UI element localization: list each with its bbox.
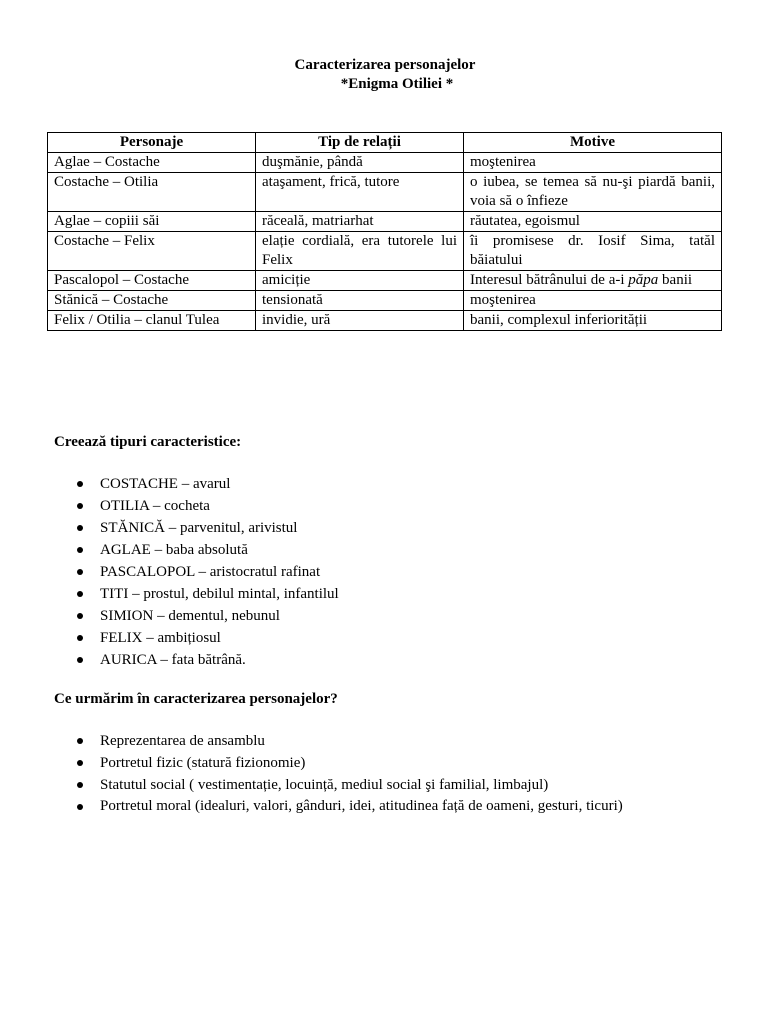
list-item-text: STĂNICĂ – parvenitul, arivistul — [100, 520, 298, 536]
motive-italic-word: păpa — [628, 272, 659, 288]
list-item-text: OTILIA – cocheta — [100, 498, 210, 514]
table-row — [48, 271, 722, 291]
list-item-text: Portretul fizic (statură fizionomie) — [100, 755, 306, 771]
cell-motive: moştenirea — [464, 291, 722, 311]
document-title: Caracterizarea personajelor — [294, 57, 476, 73]
cell-tip: ataşament, frică, tutore — [256, 173, 464, 212]
list-item-text: COSTACHE – avarul — [100, 476, 231, 492]
list-item — [54, 752, 718, 774]
list-item-text: SIMION – dementul, nebunul — [100, 608, 280, 624]
document-subtitle: *Enigma Otiliei * — [340, 76, 454, 92]
list-item — [54, 539, 718, 561]
cell-personaje: Costache – Felix — [48, 232, 256, 271]
header-personaje: Personaje — [48, 133, 256, 153]
cell-tip: duşmănie, pândă — [256, 153, 464, 173]
list-item-text: TITI – prostul, debilul mintal, infantilul — [100, 586, 339, 602]
bullet-icon — [77, 738, 83, 744]
bullet-icon — [77, 525, 83, 531]
cell-tip: răceală, matriarhat — [256, 212, 464, 232]
list-item-text: AGLAE – baba absolută — [100, 542, 248, 558]
cell-tip: amiciție — [256, 271, 464, 291]
list-item-text: FELIX – ambițiosul — [100, 630, 221, 646]
list-item — [54, 730, 718, 752]
cell-motive: o iubea, se temea să nu-şi piardă banii, voia să o înfieze — [464, 173, 722, 212]
header-tip-relatii: Tip de relații — [256, 133, 464, 153]
table-row — [48, 232, 722, 271]
list-item-text: AURICA – fata bătrână. — [100, 652, 246, 668]
table-row — [48, 311, 722, 331]
header-motive: Motive — [464, 133, 722, 153]
relationships-table — [47, 132, 722, 331]
cell-motive — [464, 271, 722, 291]
cell-personaje: Aglae – copiii săi — [48, 212, 256, 232]
analysis-section — [54, 690, 718, 816]
list-item-text: PASCALOPOL – aristocratul rafinat — [100, 564, 321, 580]
title-block — [0, 56, 768, 94]
list-item — [54, 495, 718, 517]
table-row — [48, 291, 722, 311]
cell-personaje: Costache – Otilia — [48, 173, 256, 212]
cell-tip: tensionată — [256, 291, 464, 311]
list-item — [54, 583, 718, 605]
bullet-icon — [77, 635, 83, 641]
bullet-icon — [77, 804, 83, 810]
list-item — [54, 561, 718, 583]
list-item — [54, 473, 718, 495]
analysis-list — [54, 730, 718, 816]
bullet-icon — [77, 503, 83, 509]
cell-tip: invidie, ură — [256, 311, 464, 331]
cell-personaje: Aglae – Costache — [48, 153, 256, 173]
cell-motive: banii, complexul inferiorității — [464, 311, 722, 331]
list-item — [54, 649, 718, 671]
cell-tip: elație cordială, era tutorele lui Felix — [256, 232, 464, 271]
motive-text: banii — [662, 272, 693, 288]
list-item — [54, 517, 718, 539]
bullet-icon — [77, 569, 83, 575]
cell-personaje: Felix / Otilia – clanul Tulea — [48, 311, 256, 331]
list-item-text: Reprezentarea de ansamblu — [100, 733, 265, 749]
cell-personaje: Pascalopol – Costache — [48, 271, 256, 291]
cell-personaje: Stănică – Costache — [48, 291, 256, 311]
table-row — [48, 173, 722, 212]
cell-motive: îi promisese dr. Iosif Sima, tatăl băiatului — [464, 232, 722, 271]
types-section — [54, 433, 718, 671]
section-heading: Ce urmărim în caracterizarea personajelor? — [54, 691, 338, 707]
list-item-text: Statutul social ( vestimentație, locuință, mediul social şi familial, limbajul) — [100, 777, 549, 793]
motive-text: Interesul bătrânului de a-i — [470, 272, 625, 288]
cell-motive: răutatea, egoismul — [464, 212, 722, 232]
list-item — [54, 627, 718, 649]
bullet-icon — [77, 782, 83, 788]
bullet-icon — [77, 760, 83, 766]
table-header-row — [48, 133, 722, 153]
section-heading: Creează tipuri caracteristice: — [54, 434, 242, 450]
cell-motive: moştenirea — [464, 153, 722, 173]
table-row — [48, 212, 722, 232]
bullet-icon — [77, 481, 83, 487]
bullet-icon — [77, 613, 83, 619]
list-item-text: Portretul moral (idealuri, valori, gânduri, idei, atitudinea față de oameni, gesturi, ticuri) — [100, 798, 623, 814]
bullet-icon — [77, 657, 83, 663]
bullet-icon — [77, 591, 83, 597]
table-row — [48, 153, 722, 173]
types-list — [54, 473, 718, 671]
list-item — [54, 605, 718, 627]
list-item — [54, 796, 718, 816]
list-item — [54, 774, 718, 796]
bullet-icon — [77, 547, 83, 553]
